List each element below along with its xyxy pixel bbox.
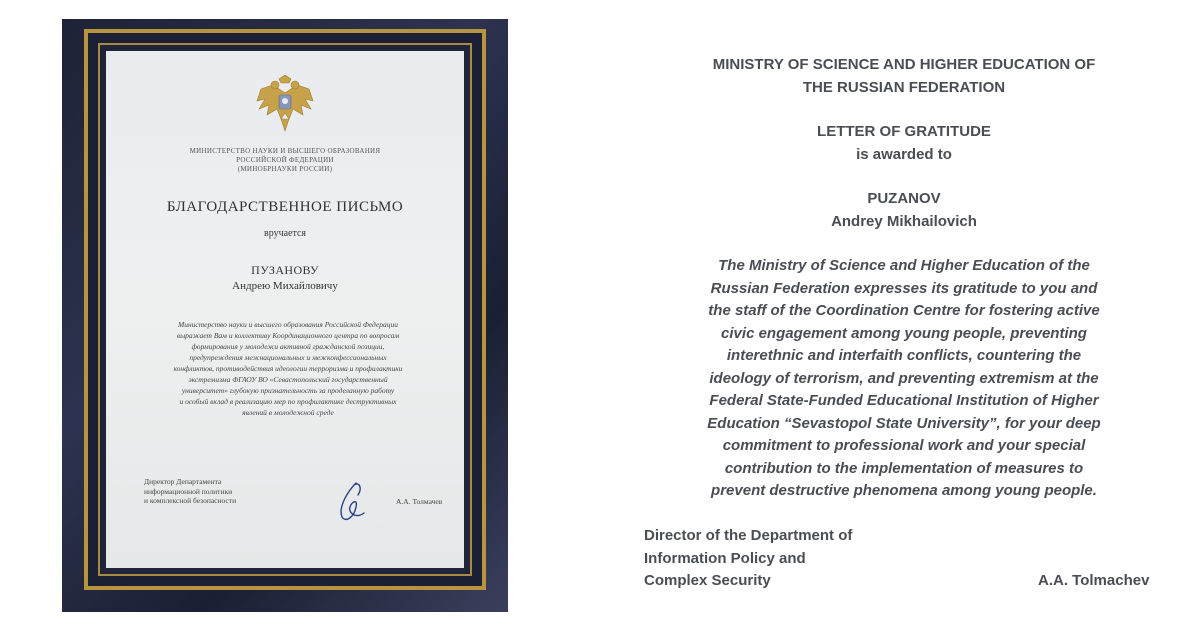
translation-recipient	[604, 188, 1200, 233]
frame-gold-border	[84, 29, 486, 590]
cert-signer-title-line: и комплексной безопасности	[144, 496, 237, 505]
translation-body	[604, 255, 1200, 503]
translation-body-line: Federal State-Funded Educational Institution of Higher	[709, 392, 1099, 409]
translation-awarded: is awarded to	[856, 145, 952, 163]
cert-signer-name: А.А. Толмачев	[396, 497, 443, 506]
translation-body-line: civic engagement among young people, preventing	[721, 324, 1087, 342]
translation-title-block	[604, 121, 1200, 166]
cert-body	[146, 319, 430, 418]
translation-name: Andrey Mikhailovich	[831, 212, 977, 230]
translation-signer-name: A.A. Tolmachev	[1038, 572, 1150, 589]
translation-ministry-line: THE RUSSIAN FEDERATION	[802, 78, 1006, 96]
handwritten-signature	[326, 477, 376, 527]
translation-signer-title-line: Complex Security	[644, 572, 771, 589]
translation-body-line: contribution to the implementation of measures to	[724, 459, 1084, 477]
translation-body-line: Russian Federation expresses its gratitude to you and	[710, 279, 1098, 297]
cert-body-line: университет» глубокую признательность за проделанную работу	[181, 386, 395, 395]
cert-body-line: и особый вклад в реализацию мер по профилактике деструктивных	[179, 397, 397, 406]
cert-surname: ПУЗАНОВУ	[251, 263, 319, 277]
cert-ministry-line: МИНИСТЕРСТВО НАУКИ И ВЫСШЕГО ОБРАЗОВАНИЯ	[189, 147, 381, 155]
translation-signer-title	[644, 525, 852, 593]
cert-body-line: Министерство науки и высшего образования Российской Федерации	[177, 320, 399, 329]
certificate-paper	[106, 51, 464, 568]
translation-signer-title-line: Director of the Department of	[644, 527, 853, 544]
cert-title: БЛАГОДАРСТВЕННОЕ ПИСЬМО	[166, 199, 404, 215]
translation-body-line: commitment to professional work and your special	[722, 437, 1086, 454]
translation-ministry-header	[604, 54, 1200, 99]
double-headed-eagle-emblem-icon	[253, 75, 317, 133]
cert-ministry-header	[136, 147, 434, 174]
frame-inner-border	[98, 43, 472, 576]
cert-ministry-line: РОССИЙСКОЙ ФЕДЕРАЦИИ	[236, 156, 334, 164]
translation-body-line: interethnic and interfaith conflicts, countering the	[726, 347, 1082, 364]
cert-signer-title-line: Директор Департамента	[144, 477, 222, 486]
cert-ministry-line: (МИНОБРНАУКИ РОССИИ)	[237, 165, 333, 173]
cert-body-line: конфликтов, противодействия идеологии терроризма и профилактики	[173, 364, 403, 373]
cert-signer-title	[144, 477, 236, 506]
translation-title: LETTER OF GRATITUDE	[817, 123, 991, 140]
cert-name: Андрею Михайловичу	[232, 280, 338, 292]
translation-body-line: the staff of the Coordination Centre for fostering active	[708, 302, 1100, 319]
cert-signer-title-line: информационной политики	[144, 486, 233, 496]
translation-body-line: The Ministry of Science and Higher Education of the	[718, 257, 1090, 274]
cert-body-line: предупреждения межнациональных и межконфессиональных	[189, 353, 387, 362]
certificate-photo	[62, 19, 508, 612]
translation-ministry-line: MINISTRY OF SCIENCE AND HIGHER EDUCATION OF	[712, 56, 1096, 73]
cert-body-line: выражает Вам и коллективу Координационного центра по вопросам	[176, 331, 400, 340]
cert-body-line: экстремизма ФГАОУ ВО «Севастопольский государственный	[188, 375, 388, 384]
translation-signer-title-line: Information Policy and	[644, 549, 806, 567]
translation-body-line: Education “Sevastopol State University”, for your deep	[707, 414, 1101, 432]
translation-body-line: prevent destructive phenomena among young people.	[711, 482, 1097, 499]
cert-body-line: явлений в молодежной среде	[242, 408, 334, 417]
translation-body-line: ideology of terrorism, and preventing extremism at the	[709, 369, 1099, 387]
cert-body-line: формирования у молодежи активной гражданской позиции,	[191, 342, 385, 351]
frame	[62, 19, 508, 612]
translation-surname: PUZANOV	[867, 190, 941, 207]
cert-awarded: вручается	[263, 228, 307, 239]
